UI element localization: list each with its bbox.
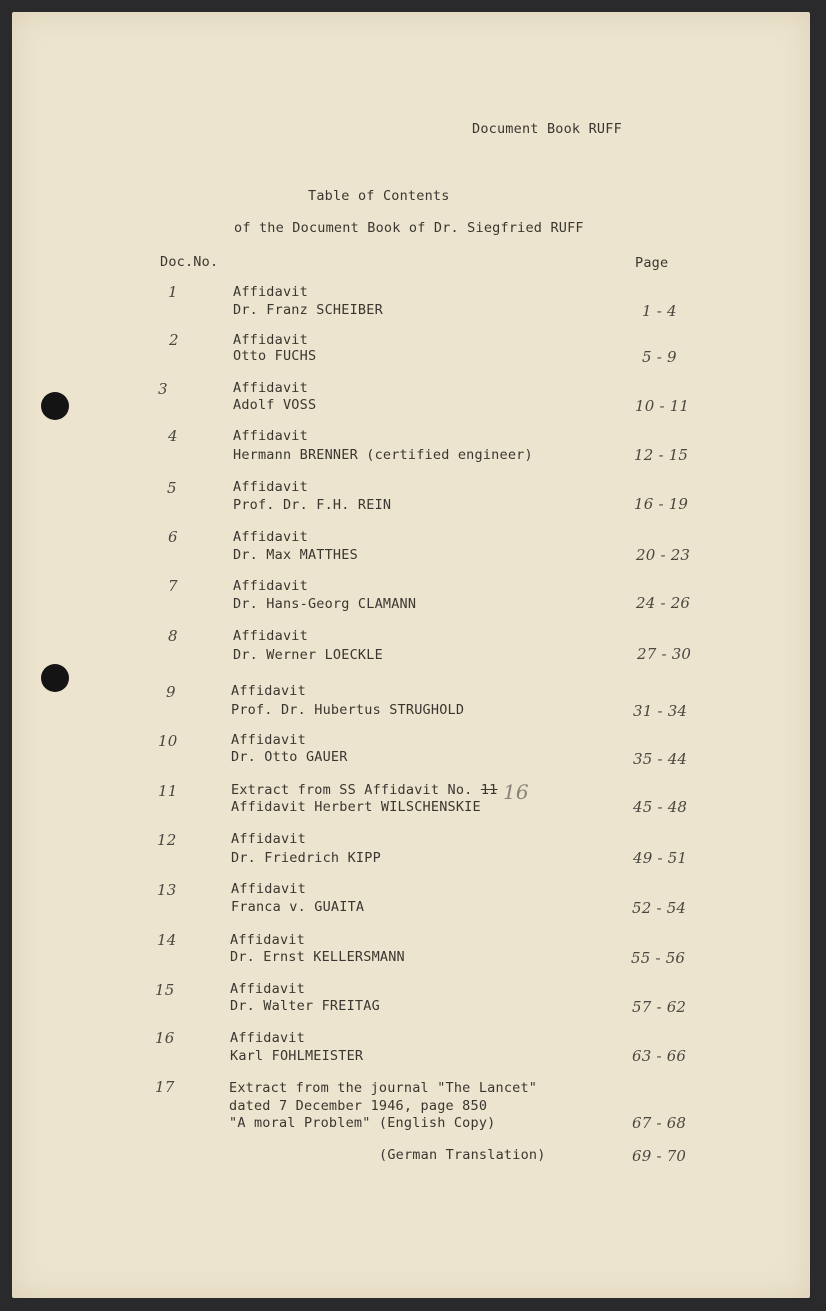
entry-line: Prof. Dr. Hubertus STRUGHOLD [231,702,465,718]
page-subtitle: of the Document Book of Dr. Siegfried RUFF [234,220,584,236]
entry-line: Affidavit [233,428,308,444]
entry-line: Dr. Otto GAUER [231,749,348,765]
entry-line: Otto FUCHS [233,348,317,364]
entry-line: Affidavit [233,529,308,545]
entry-line-text: Extract from SS Affidavit No. [231,782,473,798]
punch-hole [41,392,69,420]
entry-number: 2 [169,331,179,349]
entry-line: Dr. Ernst KELLERSMANN [230,949,405,965]
entry-pages: 45 - 48 [633,798,688,816]
entry-pages: 55 - 56 [631,949,686,967]
entry-line: Affidavit [231,732,306,748]
entry-pages: 67 - 68 [632,1114,687,1132]
entry-number: 6 [168,528,178,546]
entry-pages: 10 - 11 [635,397,690,415]
entry-number: 12 [157,831,177,849]
entry-number: 9 [166,683,176,701]
entry-line [231,782,498,798]
entry-line: Affidavit [230,1030,305,1046]
entry-pages: 16 - 19 [634,495,689,513]
entry-line: Extract from the journal "The Lancet" [229,1080,538,1096]
entry-number: 5 [167,479,177,497]
entry-line: Dr. Hans-Georg CLAMANN [233,596,417,612]
entry-line: Affidavit [233,578,308,594]
entry-number: 10 [158,732,178,750]
column-header-docno: Doc.No. [160,254,219,270]
entry-number: 17 [155,1078,175,1096]
entry-line: Affidavit [233,380,308,396]
entry-line: Franca v. GUAITA [231,899,365,915]
entry-line: Affidavit [231,881,306,897]
entry-line: Dr. Friedrich KIPP [231,850,381,866]
entry-pages: 52 - 54 [632,899,687,917]
entry-number: 14 [157,931,177,949]
entry-line: Dr. Werner LOECKLE [233,647,383,663]
entry-line: Adolf VOSS [233,397,317,413]
entry-line: Affidavit [233,284,308,300]
struck-number: 11 [480,782,498,798]
handwritten-correction: 16 [503,780,529,804]
entry-number: 8 [168,627,178,645]
entry-line: Affidavit [233,332,308,348]
entry-number: 13 [157,881,177,899]
entry-pages: 24 - 26 [636,594,691,612]
entry-number: 3 [158,380,168,398]
entry-line: Karl FOHLMEISTER [230,1048,364,1064]
entry-number: 11 [158,782,178,800]
entry-pages: 12 - 15 [634,446,689,464]
page-title: Table of Contents [308,188,450,204]
punch-hole [41,664,69,692]
entry-number: 1 [168,283,178,301]
entry-pages: 1 - 4 [642,302,677,320]
entry-line: "A moral Problem" (English Copy) [229,1115,496,1131]
entry-number: 7 [168,577,178,595]
entry-line: Hermann BRENNER (certified engineer) [233,447,533,463]
entry-line: Prof. Dr. F.H. REIN [233,497,392,513]
entry-line: Affidavit [231,683,306,699]
entry-pages: 27 - 30 [637,645,692,663]
entry-pages: 49 - 51 [633,849,688,867]
entry-line: Affidavit [233,628,308,644]
entry-number: 15 [155,981,175,999]
entry-number: 16 [155,1029,175,1047]
entry-pages: 63 - 66 [632,1047,687,1065]
entry-pages: 57 - 62 [632,998,687,1016]
entry-line: Affidavit [231,831,306,847]
entry-line: Dr. Walter FREITAG [230,998,380,1014]
entry-pages: 20 - 23 [636,546,691,564]
document-header: Document Book RUFF [472,121,622,137]
column-header-page: Page [635,255,669,271]
entry-pages: 69 - 70 [632,1147,687,1165]
entry-line: Affidavit [230,932,305,948]
entry-line: Affidavit [233,479,308,495]
german-translation-label: (German Translation) [379,1147,546,1163]
entry-line: dated 7 December 1946, page 850 [229,1098,488,1114]
entry-pages: 31 - 34 [633,702,688,720]
entry-pages: 35 - 44 [633,750,688,768]
entry-line: Dr. Franz SCHEIBER [233,302,383,318]
entry-line: Affidavit Herbert WILSCHENSKIE [231,799,481,815]
entry-line: Dr. Max MATTHES [233,547,358,563]
entry-pages: 5 - 9 [642,348,677,366]
entry-line: Affidavit [230,981,305,997]
entry-number: 4 [168,427,178,445]
